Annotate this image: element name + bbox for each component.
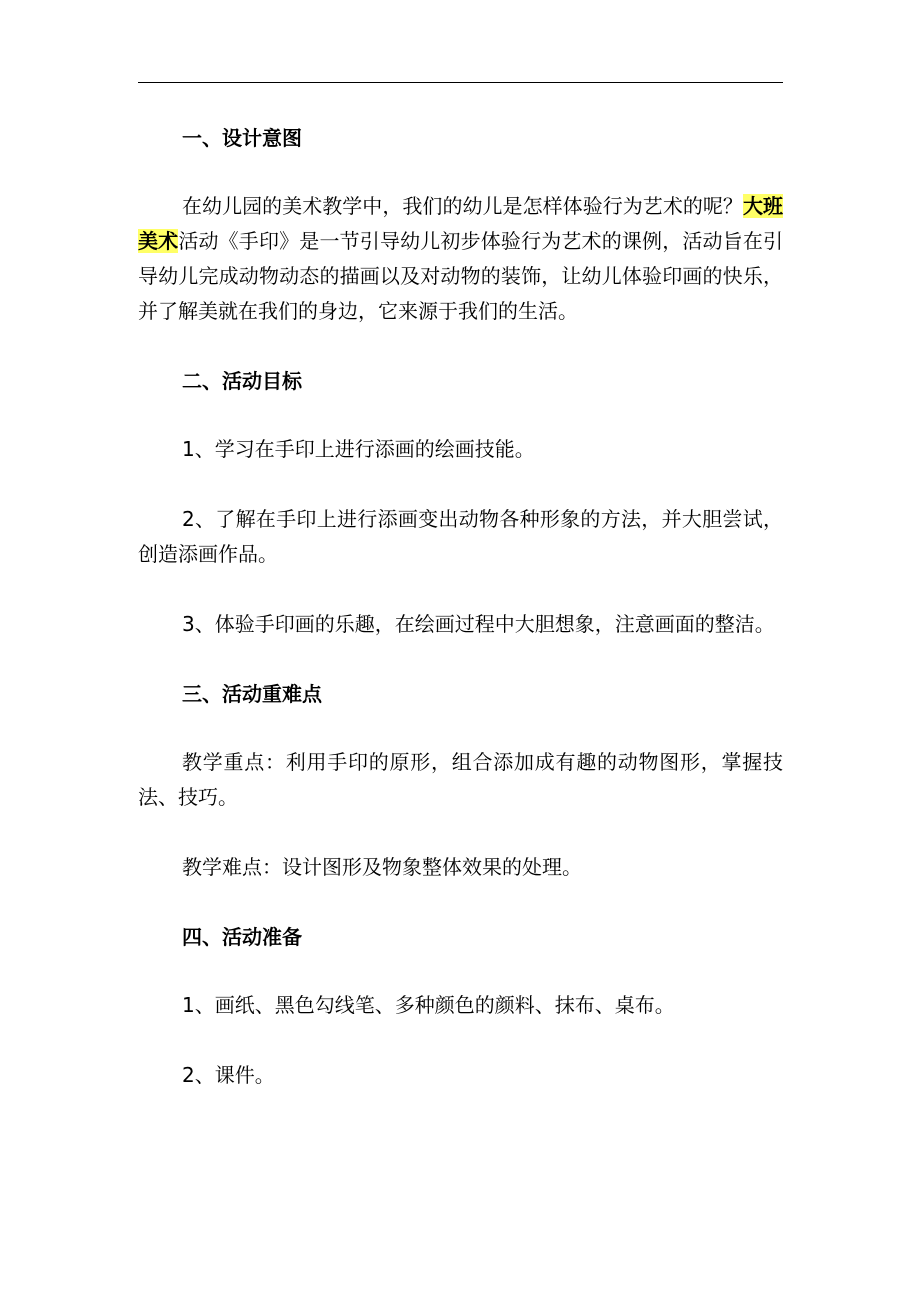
objective-item-1: 1、学习在手印上进行添画的绘画技能。 <box>182 437 535 461</box>
document-body <box>138 118 783 1093</box>
section-heading-design-intent: 一、设计意图 <box>182 126 302 150</box>
section-heading-key-difficult-points: 三、活动重难点 <box>182 682 322 706</box>
design-intent-text-end: 活动《手印》是一节引导幼儿初步体验行为艺术的课例，活动旨在引导幼儿完成动物动态的描画以及对动物的装饰，让幼儿体验印画的快乐，并了解美就在我们的身边，它来源于我们的生活。 <box>138 229 784 323</box>
section-heading-objectives: 二、活动目标 <box>182 369 302 393</box>
preparation-item-1: 1、画纸、黑色勾线笔、多种颜色的颜料、抹布、桌布。 <box>182 993 675 1017</box>
objective-item-3: 3、体验手印画的乐趣，在绘画过程中大胆想象，注意画面的整洁。 <box>182 612 775 636</box>
preparation-item-2: 2、课件。 <box>182 1063 275 1087</box>
design-intent-text-start: 在幼儿园的美术教学中，我们的幼儿是怎样体验行为艺术的呢？ <box>182 194 743 218</box>
objective-item-2: 2、了解在手印上进行添画变出动物各种形象的方法，并大胆尝试，创造添画作品。 <box>138 507 783 566</box>
header-rule <box>138 82 783 83</box>
design-intent-paragraph <box>138 189 783 329</box>
section-heading-preparation: 四、活动准备 <box>182 925 302 949</box>
highlighted-keyword: 大班美术 <box>138 194 784 253</box>
key-point-paragraph: 教学重点：利用手印的原形，组合添加成有趣的动物图形，掌握技法、技巧。 <box>138 750 783 809</box>
difficult-point-paragraph: 教学难点：设计图形及物象整体效果的处理。 <box>182 855 582 879</box>
